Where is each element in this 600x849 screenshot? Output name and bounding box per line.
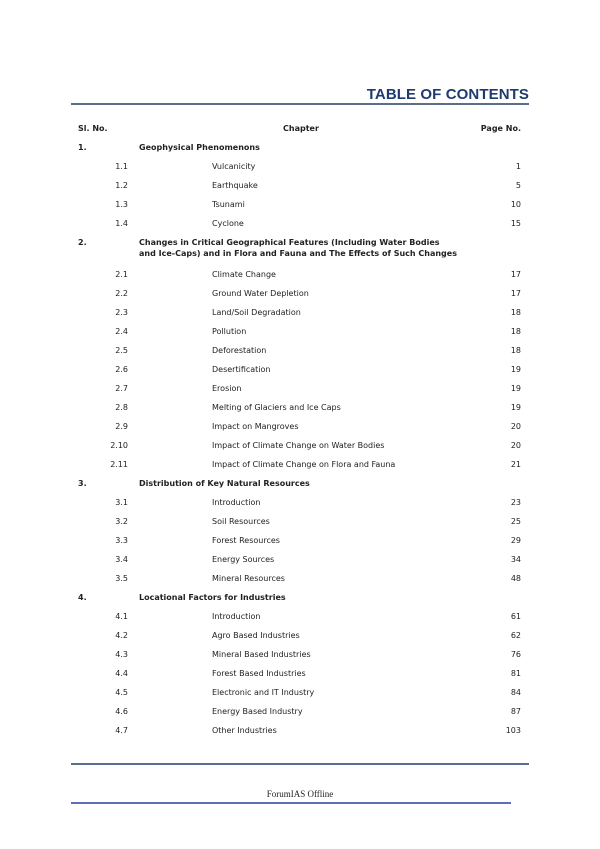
toc-page-number: 17 xyxy=(510,270,521,279)
toc-title: Soil Resources xyxy=(212,517,270,526)
toc-page-number: 1 xyxy=(515,162,521,171)
toc-title: Energy Sources xyxy=(212,555,275,564)
page-title: TABLE OF CONTENTS xyxy=(366,86,529,103)
toc-title: Other Industries xyxy=(212,726,277,735)
toc-number: 3.1 xyxy=(115,498,128,507)
toc-title: Impact on Mangroves xyxy=(212,422,299,431)
toc-page-number: 18 xyxy=(510,346,521,355)
toc-title: Climate Change xyxy=(212,270,276,279)
toc-page-number: 87 xyxy=(510,707,521,716)
toc-number: 1.3 xyxy=(115,200,128,209)
toc-number: 4.3 xyxy=(115,650,128,659)
toc-number: 2. xyxy=(78,238,87,247)
title-divider xyxy=(71,103,529,105)
header-page-no: Page No. xyxy=(480,124,521,133)
toc-page-number: 62 xyxy=(510,631,521,640)
toc-number: 4.2 xyxy=(115,631,128,640)
toc-title: Impact of Climate Change on Flora and Fauna xyxy=(212,460,396,469)
toc-title: Introduction xyxy=(212,612,261,621)
toc-page-number: 5 xyxy=(515,181,521,190)
footer-divider xyxy=(71,763,529,765)
toc-page-number: 19 xyxy=(510,365,521,374)
toc-page-number: 61 xyxy=(510,612,521,621)
toc-number: 1.4 xyxy=(115,219,128,228)
toc-number: 3.4 xyxy=(115,555,128,564)
toc-page-number: 17 xyxy=(510,289,521,298)
toc-page-number: 19 xyxy=(510,384,521,393)
toc-title: Pollution xyxy=(212,327,247,336)
toc-title: Mineral Based Industries xyxy=(212,650,311,659)
toc-title: Desertification xyxy=(212,365,271,374)
toc-number: 4.5 xyxy=(115,688,128,697)
toc-number: 2.8 xyxy=(115,403,128,412)
toc-number: 2.10 xyxy=(110,441,128,450)
toc-title: Locational Factors for Industries xyxy=(139,593,286,602)
toc-page-number: 29 xyxy=(510,536,521,545)
toc-number: 2.2 xyxy=(115,289,128,298)
toc-number: 4.1 xyxy=(115,612,128,621)
toc-page-number: 20 xyxy=(510,422,521,431)
toc-title: Forest Based Industries xyxy=(212,669,306,678)
toc-number: 1.2 xyxy=(115,181,128,190)
toc-number: 2.6 xyxy=(115,365,128,374)
toc-title: Mineral Resources xyxy=(212,574,285,583)
toc-title: Cyclone xyxy=(212,219,244,228)
toc-number: 4.7 xyxy=(115,726,128,735)
toc-number: 2.11 xyxy=(110,460,128,469)
footer-text: ForumIAS Offline xyxy=(266,789,334,799)
toc-page-number: 20 xyxy=(510,441,521,450)
toc-title: Changes in Critical Geographical Features (Including Water Bodies and Ice-Caps) and in Flora and Fauna and The Effects of Such Changes xyxy=(139,238,457,258)
toc-page-number: 76 xyxy=(510,650,521,659)
toc-page-number: 15 xyxy=(510,219,521,228)
toc-number: 3.5 xyxy=(115,574,128,583)
header-chapter: Chapter xyxy=(283,124,319,133)
toc-number: 2.1 xyxy=(115,270,128,279)
toc-number: 2.4 xyxy=(115,327,128,336)
toc-number: 2.7 xyxy=(115,384,128,393)
toc-title: Ground Water Depletion xyxy=(212,289,309,298)
toc-number: 2.3 xyxy=(115,308,128,317)
toc-title: Melting of Glaciers and Ice Caps xyxy=(212,403,341,412)
toc-title: Vulcanicity xyxy=(212,162,256,171)
toc-number: 4. xyxy=(78,593,87,602)
toc-number: 2.9 xyxy=(115,422,128,431)
toc-number: 2.5 xyxy=(115,346,128,355)
toc-title: Distribution of Key Natural Resources xyxy=(139,479,310,488)
toc-number: 3.2 xyxy=(115,517,128,526)
toc-title: Electronic and IT Industry xyxy=(212,688,315,697)
toc-page-number: 21 xyxy=(510,460,521,469)
toc-title: Impact of Climate Change on Water Bodies xyxy=(212,441,385,450)
toc-page-number: 81 xyxy=(510,669,521,678)
toc-number: 3.3 xyxy=(115,536,128,545)
header-sl-no: Sl. No. xyxy=(78,124,108,133)
toc-page-number: 19 xyxy=(510,403,521,412)
toc-page-number: 84 xyxy=(510,688,521,697)
toc-page-number: 18 xyxy=(510,327,521,336)
toc-page-number: 103 xyxy=(505,726,521,735)
toc-title: Energy Based Industry xyxy=(212,707,303,716)
toc-title: Earthquake xyxy=(212,181,258,190)
toc-title: Agro Based Industries xyxy=(212,631,300,640)
toc-title: Tsunami xyxy=(212,200,245,209)
toc-number: 1. xyxy=(78,143,87,152)
toc-title: Geophysical Phenomenons xyxy=(139,143,260,152)
toc-page-number: 34 xyxy=(510,555,521,564)
toc-number: 4.4 xyxy=(115,669,128,678)
toc-page-number: 48 xyxy=(510,574,521,583)
toc-title: Introduction xyxy=(212,498,261,507)
toc-page-number: 10 xyxy=(510,200,521,209)
toc-title: Erosion xyxy=(212,384,242,393)
footer-underline xyxy=(71,802,511,804)
toc-title: Deforestation xyxy=(212,346,267,355)
toc-number: 1.1 xyxy=(115,162,128,171)
toc-number: 4.6 xyxy=(115,707,128,716)
toc-number: 3. xyxy=(78,479,87,488)
toc-title: Land/Soil Degradation xyxy=(212,308,301,317)
toc-page-number: 25 xyxy=(510,517,521,526)
toc-title: Forest Resources xyxy=(212,536,280,545)
toc-page-number: 18 xyxy=(510,308,521,317)
toc-page-number: 23 xyxy=(510,498,521,507)
